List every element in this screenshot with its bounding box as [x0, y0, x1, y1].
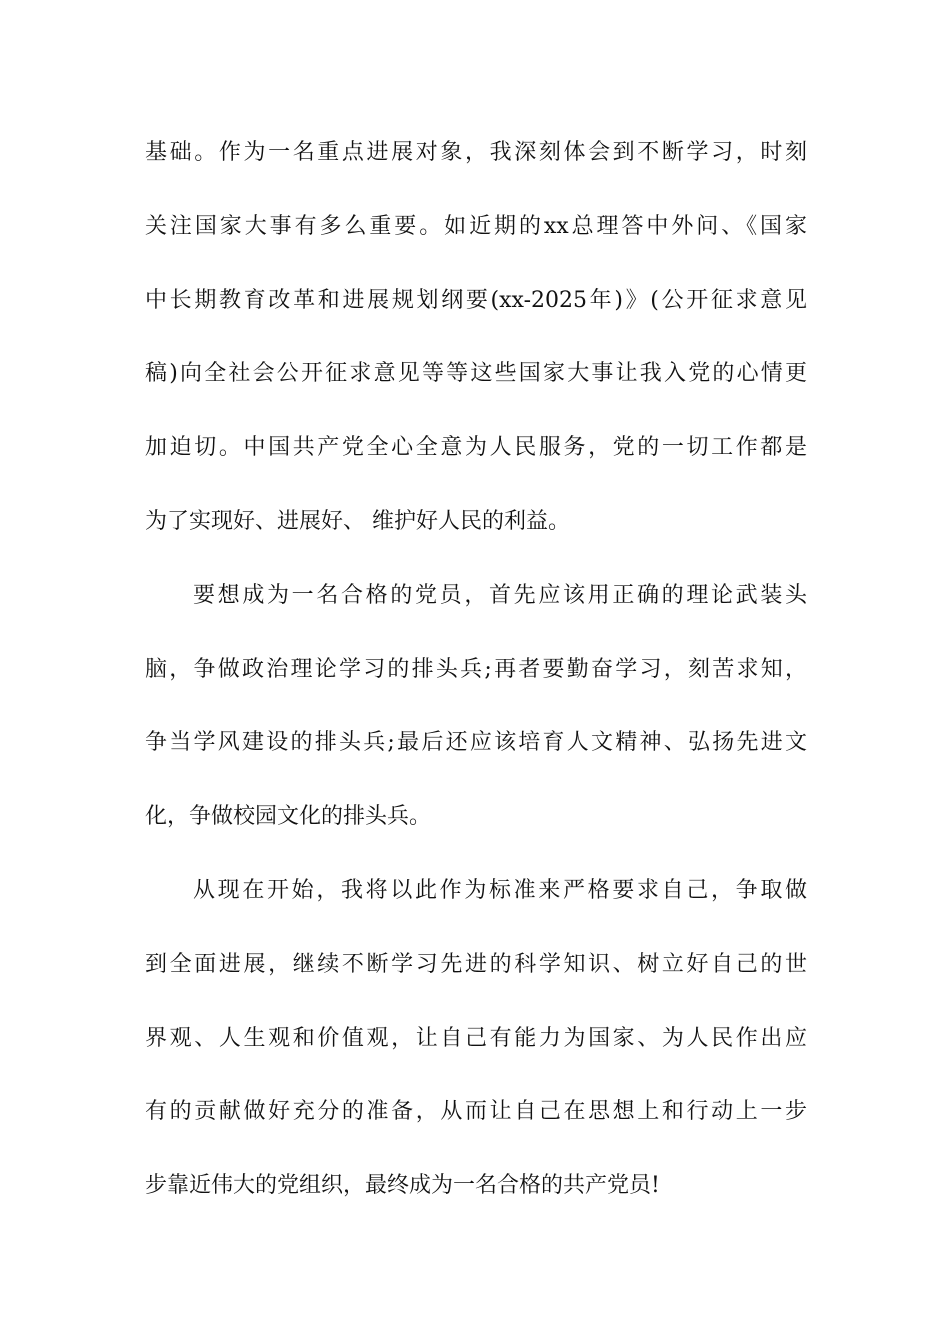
- text-line: 脑，争做政治理论学习的排头兵;再者要勤奋学习，刻苦求知，: [145, 656, 807, 682]
- document-body: [145, 126, 807, 1233]
- text-line: 争当学风建设的排头兵;最后还应该培育人文精神、弘扬先进文: [145, 730, 807, 756]
- text-line: 到全面进展，继续不断学习先进的科学知识、树立好自己的世: [145, 951, 807, 977]
- text-line: 稿)向全社会公开征求意见等等这些国家大事让我入党的心情更: [145, 361, 807, 387]
- text-line: 步靠近伟大的党组织，最终成为一名合格的共产党员!: [145, 1173, 660, 1199]
- text-line: 中长期教育改革和进展规划纲要(xx-2025年)》(公开征求意见: [145, 287, 807, 313]
- text-line: 加迫切。中国共产党全心全意为人民服务，党的一切工作都是: [145, 435, 807, 461]
- paragraph-first-line: 从现在开始，我将以此作为标准来严格要求自己，争取做: [193, 877, 807, 903]
- text-line: 界观、人生观和价值观，让自己有能力为国家、为人民作出应: [145, 1025, 807, 1051]
- text-line: 有的贡献做好充分的准备，从而让自己在思想上和行动上一步: [145, 1099, 807, 1125]
- paragraph-first-line: 要想成为一名合格的党员，首先应该用正确的理论武装头: [193, 582, 807, 608]
- text-line: 关注国家大事有多么重要。如近期的xx总理答中外问、《国家: [145, 213, 807, 239]
- text-line: 化，争做校园文化的排头兵。: [145, 804, 432, 830]
- text-line: 为了实现好、进展好、 维护好人民的利益。: [145, 508, 570, 534]
- text-line: 基础。作为一名重点进展对象，我深刻体会到不断学习，时刻: [145, 140, 807, 165]
